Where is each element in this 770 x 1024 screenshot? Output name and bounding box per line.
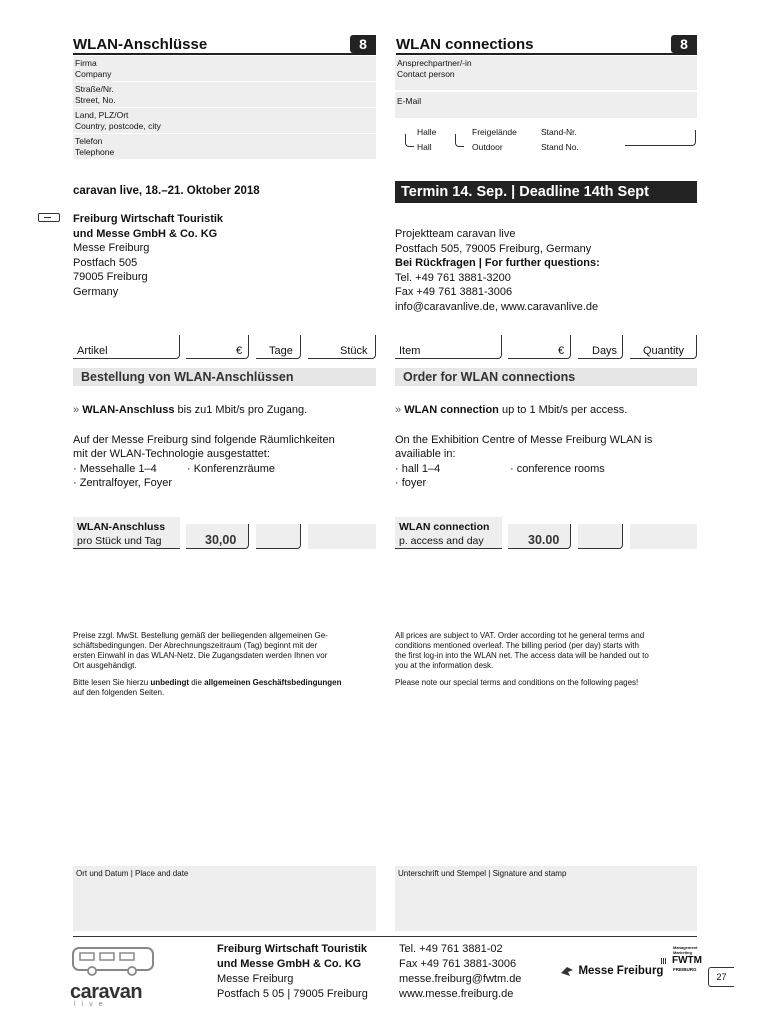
fine-left-q5: auf den folgenden Seiten. — [73, 688, 165, 697]
band-right: Order for WLAN connections — [395, 368, 697, 386]
desc-left-item3: · Zentralfoyer, Foyer — [73, 477, 173, 490]
col-item-left-label: Artikel — [77, 345, 108, 357]
email-label: E-Mail — [397, 96, 422, 106]
stand-number-input[interactable] — [625, 130, 696, 146]
fine-right — [395, 631, 700, 688]
hall-checkbox[interactable] — [405, 134, 414, 147]
desc-left-item1: · Messehalle 1–4 — [73, 462, 157, 475]
desc-left-rest: bis zu1 Mbit/s pro Zugang. — [174, 404, 308, 416]
address-left-line6: Germany — [73, 285, 119, 298]
fwtm-logo — [661, 945, 702, 972]
fine-left-p3: ersten Einwahl in das WLAN-Netz. Die Zugangsdaten werden Ihnen vor — [73, 651, 328, 660]
logo-sub: live — [74, 1001, 109, 1008]
caravan-icon — [70, 944, 158, 978]
address-right-line6: info@caravanlive.de, www.caravanlive.de — [395, 300, 599, 313]
logo-text: caravan — [70, 981, 143, 1003]
footer-rule — [73, 936, 697, 937]
fine-left-q4: allgemeinen Geschäftsbedingungen — [204, 678, 342, 687]
signature-label: Unterschrift und Stempel | Signature and stamp — [398, 869, 567, 878]
address-right-line1: Projektteam caravan live — [395, 228, 516, 240]
col-days-left-label: Tage — [269, 345, 293, 357]
row-days-right-input[interactable] — [578, 524, 623, 549]
col-item-right-label: Item — [399, 345, 421, 357]
row-days-left-input[interactable] — [256, 524, 301, 549]
hall-label-de: Halle — [417, 127, 437, 137]
right-section-title: WLAN connections — [396, 36, 534, 53]
desc-right — [395, 403, 697, 491]
telephone-label-de: Telefon — [75, 136, 103, 146]
footer-tel: Tel. +49 761 3881-02 — [399, 943, 503, 955]
desc-left-bold: WLAN-Anschluss — [82, 404, 175, 416]
street-label-en: Street, No. — [75, 95, 116, 105]
telephone-label-en: Telephone — [75, 147, 115, 157]
fwtm-grid-icon — [661, 958, 667, 964]
street-field[interactable] — [73, 82, 376, 107]
outdoor-label-en: Outdoor — [472, 142, 503, 152]
company-label-en: Company — [75, 69, 112, 79]
fine-right-p1: All prices are subject to VAT. Order according tot he general terms and — [395, 631, 645, 640]
address-right-line2: Postfach 505, 79005 Freiburg, Germany — [395, 242, 592, 255]
footer-address — [217, 942, 368, 1002]
hall-label-en: Hall — [417, 142, 432, 152]
footer-a3: Messe Freiburg — [217, 973, 294, 985]
footer-web[interactable]: www.messe.freiburg.de — [399, 988, 514, 1000]
footer-a2: und Messe GmbH & Co. KG — [217, 958, 362, 970]
footer-fax: Fax +49 761 3881-3006 — [399, 958, 517, 970]
signature-box[interactable] — [395, 866, 697, 931]
fwtm-sub: FREIBURG — [673, 967, 697, 972]
desc-right-p2: availiable in: — [395, 448, 456, 461]
stand-label-en: Stand No. — [541, 142, 579, 152]
fine-left-p2: schäftsbedingungen. Der Abrechnungszeitraum (Tag) beginnt mit der — [73, 641, 318, 650]
stand-label-de: Stand-Nr. — [541, 127, 577, 137]
row-item-left-label — [77, 520, 165, 548]
desc-left-p1: Auf der Messe Freiburg sind folgende Räumlichkeiten — [73, 433, 335, 446]
company-field[interactable] — [73, 56, 376, 81]
city-label-en: Country, postcode, city — [75, 121, 161, 131]
footer-contact — [399, 942, 521, 1002]
envelope-icon — [38, 213, 60, 222]
fine-left — [73, 631, 378, 698]
address-left-line1: Freiburg Wirtschaft Touristik — [73, 213, 224, 225]
caravan-live-logo — [70, 944, 158, 1008]
place-date-box[interactable] — [73, 866, 376, 931]
address-right-line3: Bei Rückfragen | For further questions: — [395, 257, 600, 270]
left-header-rule — [73, 53, 376, 55]
footer-a1: Freiburg Wirtschaft Touristik — [217, 943, 368, 955]
row-item-right-rule — [395, 548, 502, 549]
row-price-left-value: 30,00 — [205, 533, 237, 547]
desc-left-item2: · Konferenzräume — [187, 462, 276, 475]
page-number: 27 — [708, 967, 734, 987]
fine-right-p4: you at the information desk. — [395, 661, 494, 670]
fine-right-p2: conditions mentioned overleaf. The billing period (per day) starts with — [395, 641, 639, 650]
col-qty-left-label: Stück — [340, 345, 368, 357]
col-price-right-label: € — [558, 345, 565, 357]
messe-logo-text: Messe Freiburg — [578, 964, 664, 977]
row-qty-right-input[interactable] — [630, 524, 697, 549]
desc-right-bullet: » — [395, 404, 402, 416]
address-left-line3: Messe Freiburg — [73, 242, 150, 255]
messe-freiburg-logo — [560, 962, 663, 980]
fine-left-q2: unbedingt — [150, 678, 190, 687]
col-days-right-label: Days — [592, 345, 618, 357]
event-line: caravan live, 18.–21. Oktober 2018 — [73, 185, 260, 197]
desc-left — [73, 403, 376, 491]
desc-right-bold: WLAN connection — [404, 404, 499, 416]
address-left-line2: und Messe GmbH & Co. KG — [73, 227, 218, 240]
left-section-number: 8 — [350, 35, 376, 53]
address-right-line4: Tel. +49 761 3881-3200 — [395, 271, 511, 284]
email-field[interactable] — [395, 92, 697, 118]
city-label-de: Land, PLZ/Ort — [75, 110, 129, 120]
address-left-line4: Postfach 505 — [73, 256, 138, 269]
location-row — [395, 120, 697, 158]
desc-right-p1: On the Exhibition Centre of Messe Freiburg WLAN is — [395, 433, 653, 446]
fwtm-top: Management Marketing — [673, 945, 698, 955]
row-qty-left-input[interactable] — [308, 524, 376, 549]
left-section-title: WLAN-Anschlüsse — [73, 36, 208, 53]
col-qty-right-label: Quantity — [643, 345, 684, 357]
row-left-label2: pro Stück und Tag — [77, 535, 162, 547]
band-left: Bestellung von WLAN-Anschlüssen — [73, 368, 376, 386]
contact-field[interactable] — [395, 56, 697, 90]
fine-left-p1: Preise zzgl. MwSt. Bestellung gemäß der beiliegenden allgemeinen Ge- — [73, 631, 328, 640]
desc-left-headline — [73, 403, 376, 418]
place-date-label: Ort und Datum | Place and date — [76, 869, 189, 878]
footer-a4: Postfach 5 05 | 79005 Freiburg — [217, 988, 368, 1000]
company-label-de: Firma — [75, 58, 97, 68]
address-left-line5: 79005 Freiburg — [73, 271, 148, 284]
contact-label-en: Contact person — [397, 69, 455, 79]
row-price-right-value: 30.00 — [528, 533, 560, 547]
desc-right-headline — [395, 403, 697, 418]
contact-label-de: Ansprechpartner/-in — [397, 58, 472, 68]
address-left — [73, 212, 223, 300]
col-price-left-label: € — [236, 345, 243, 357]
right-header-rule — [396, 53, 697, 55]
fwtm-text: FWTM — [672, 955, 702, 966]
row-left-label1: WLAN-Anschluss — [77, 521, 166, 533]
row-item-right-label — [399, 520, 489, 548]
desc-left-bullet: » — [73, 404, 80, 416]
fine-left-q1: Bitte lesen Sie hierzu — [73, 678, 151, 687]
desc-right-item2: · conference rooms — [510, 462, 605, 475]
telephone-field[interactable] — [73, 134, 376, 159]
city-field[interactable] — [73, 108, 376, 133]
outdoor-label-de: Freigelände — [472, 127, 517, 137]
row-right-label2: p. access and day — [399, 535, 484, 547]
desc-right-item3: · foyer — [395, 477, 427, 490]
fine-left-q3: die — [189, 678, 205, 687]
street-label-de: Straße/Nr. — [75, 84, 114, 94]
right-section-number: 8 — [671, 35, 697, 53]
fine-left-q — [73, 678, 378, 688]
address-right-line5: Fax +49 761 3881-3006 — [395, 286, 513, 299]
fine-right-p3: the first log-in into the WLAN net. The access data will be handed out to — [395, 651, 649, 660]
deadline-banner: Termin 14. Sep. | Deadline 14th Sept — [395, 181, 697, 203]
desc-right-rest: up to 1 Mbit/s per access. — [498, 404, 628, 416]
fine-right-q1: Please note our special terms and conditions on the following pages! — [395, 678, 639, 687]
row-right-label1: WLAN connection — [399, 521, 490, 533]
outdoor-checkbox[interactable] — [455, 134, 464, 147]
desc-left-p2: mit der WLAN-Technologie ausgestattet: — [73, 448, 270, 461]
desc-right-item1: · hall 1–4 — [395, 462, 441, 475]
fine-left-p4: Ort ausgehändigt. — [73, 661, 137, 670]
row-item-left-rule — [73, 548, 180, 549]
messe-logo-icon — [560, 964, 574, 978]
footer-email[interactable]: messe.freiburg@fwtm.de — [399, 973, 522, 985]
address-right — [395, 227, 600, 315]
